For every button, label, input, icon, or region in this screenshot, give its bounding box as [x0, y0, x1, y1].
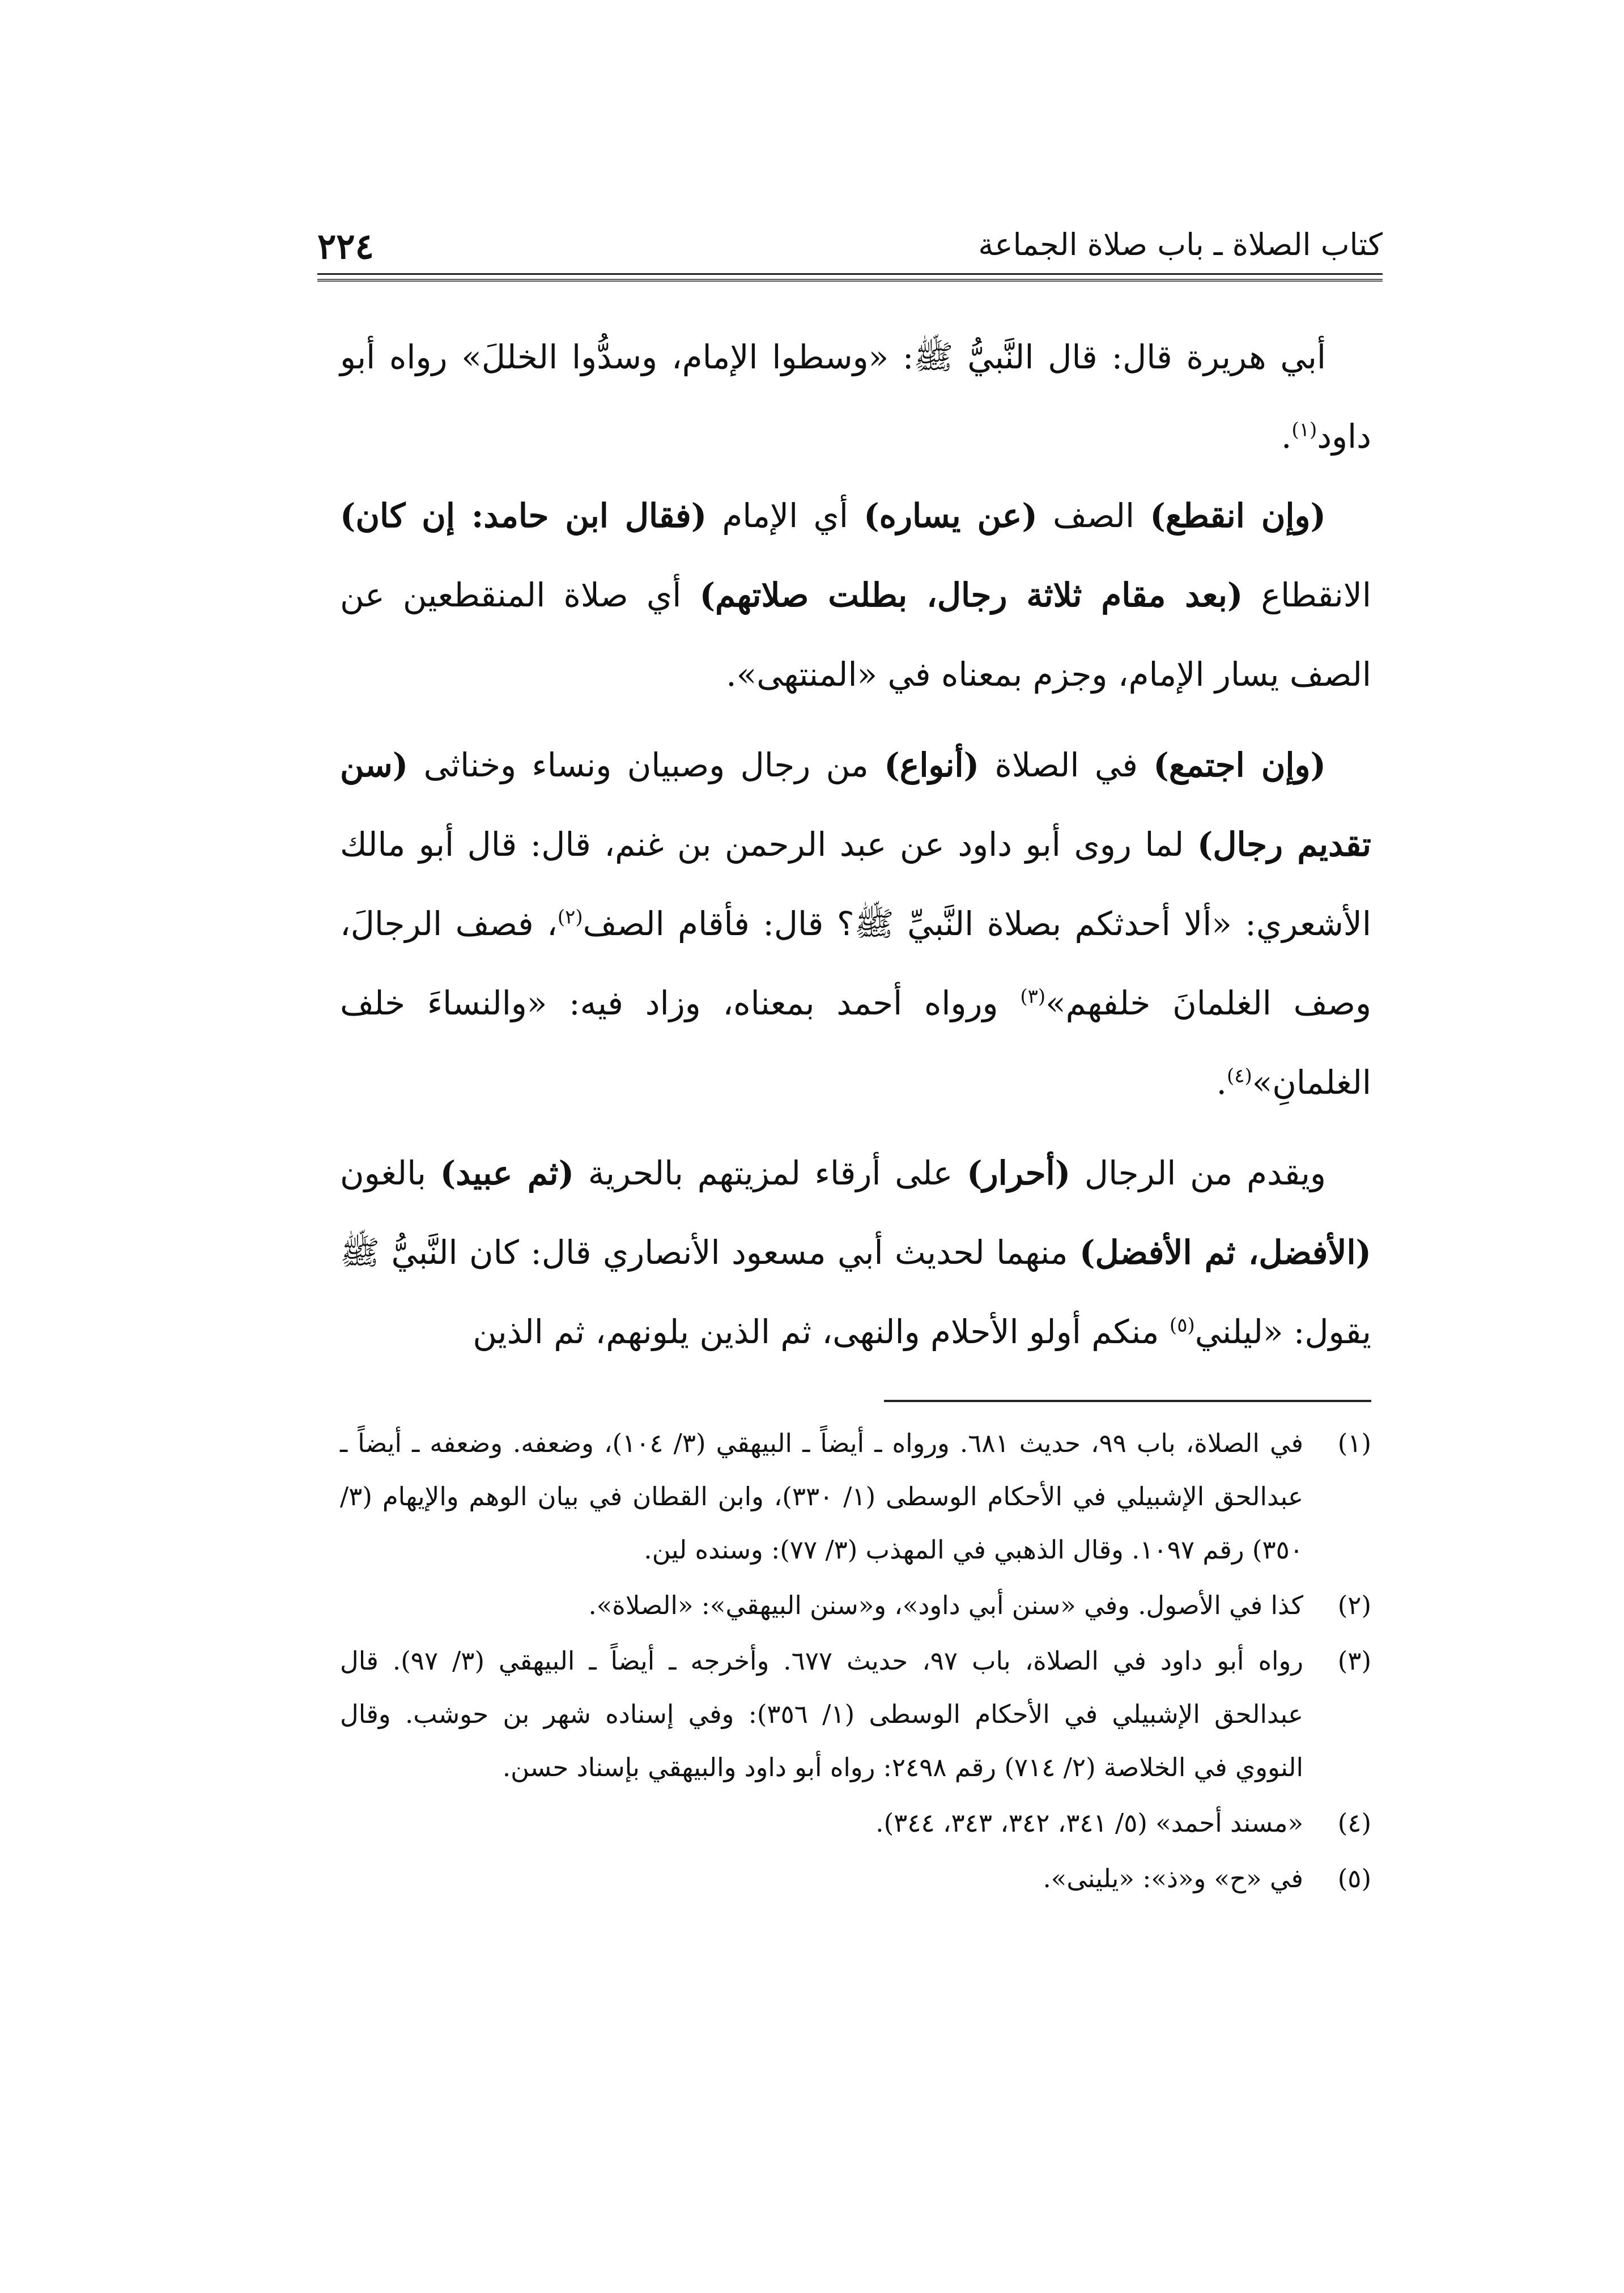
footnote-1: [340, 1417, 1371, 1577]
paragraph-1: [340, 317, 1371, 476]
page-number: ٢٢٤: [317, 226, 374, 267]
running-header: [317, 222, 1383, 279]
text-run: بالغون: [340, 1154, 440, 1192]
bold-text-run: (الأفضل، ثم الأفضل): [1079, 1233, 1371, 1272]
footnote-ref-4[interactable]: (٤): [1226, 1064, 1252, 1088]
text-run: في الصلاة: [979, 746, 1154, 784]
paragraph-2: [340, 476, 1371, 714]
footnote-number: (٣): [1337, 1646, 1371, 1676]
text-run: من رجال وصبيان ونساء وخناثى: [408, 746, 885, 784]
text-run: أي الإمام: [707, 496, 864, 535]
footnote-5: [340, 1852, 1371, 1905]
bold-text-run: (ثم عبيد): [440, 1154, 575, 1192]
bold-text-run: (أحرار): [967, 1154, 1071, 1192]
footnote-number: (٢): [1337, 1590, 1371, 1620]
paragraph-4: [340, 1133, 1371, 1371]
text-run: الانقطاع: [1243, 576, 1372, 614]
footnote-ref-5[interactable]: (٥): [1169, 1314, 1195, 1337]
footnote-ref-2[interactable]: (٢): [557, 906, 583, 929]
text-run: .: [1281, 417, 1292, 456]
text-run: ورواه أحمد بمعناه، وزاد فيه: «والنساءَ خلف الغلمانِ»: [340, 984, 1371, 1102]
bold-text-run: (عن يساره): [864, 496, 1038, 535]
footnote-text: في «ح» و«ذ»: «يلينى».: [1043, 1863, 1303, 1893]
footnote-2: [340, 1579, 1371, 1632]
footnote-ref-3[interactable]: (٣): [1020, 985, 1046, 1008]
footnote-text: في الصلاة، باب ٩٩، حديث ٦٨١. ورواه ـ أيضاً ـ البيهقي (٣/ ١٠٤)، وضعفه. وضعفه ـ أيضاً ـ عبدالحق الإشبيلي في الأحكام الوسطى (١/ ٣٣٠)، وابن القطان في بيان الوهم والإيهام (٣/ ٣٥٠) رقم ١٠٩٧. وقال الذهبي في المهذب (٣/ ٧٧): وسنده لين.: [340, 1428, 1303, 1565]
text-run: أبي هريرة قال: قال النَّبيُّ ﷺ: «وسطوا الإمام، وسدُّوا الخللَ» رواه أبو داود: [340, 338, 1371, 456]
footnote-number: (٥): [1337, 1863, 1371, 1893]
text-run: الصف: [1037, 496, 1150, 535]
footnote-number: (٤): [1337, 1808, 1371, 1838]
footnote-3: [340, 1634, 1371, 1794]
bold-text-run: (أنواع): [884, 746, 980, 784]
text-run: منهما لحديث أبي مسعود الأنصاري قال: كان النَّبيُّ ﷺ يقول: «ليلني: [340, 1233, 1371, 1351]
footnote-4: [340, 1797, 1371, 1850]
footnote-number: (١): [1337, 1428, 1371, 1458]
text-run: .: [1216, 1063, 1227, 1102]
footnote-ref-1[interactable]: (١): [1291, 418, 1317, 441]
paragraph-3: [340, 725, 1371, 1122]
text-run: على أرقاء لمزيتهم بالحرية: [574, 1154, 967, 1192]
footnote-separator: [884, 1400, 1371, 1402]
bold-text-run: (فقال ابن حامد: إن كان): [340, 496, 707, 535]
bold-text-run: (سن تقديم رجال): [340, 746, 1371, 864]
header-rule-double: [317, 279, 1383, 282]
bold-text-run: (وإن اجتمع): [1153, 746, 1326, 784]
bold-text-run: (وإن انقطع): [1150, 496, 1326, 535]
text-run: ، فصف الرجالَ، وصف الغلمانَ خلفهم»: [340, 905, 1371, 1022]
footnotes: [340, 1417, 1371, 1908]
footnote-text: «مسند أحمد» (٥/ ٣٤١، ٣٤٢، ٣٤٣، ٣٤٤).: [875, 1808, 1303, 1838]
bold-text-run: (بعد مقام ثلاثة رجال، بطلت صلاتهم): [699, 576, 1243, 614]
header-rule: [317, 273, 1383, 275]
text-run: منكم أولو الأحلام والنهى، ثم الذين يلونهم، ثم الذين: [473, 1313, 1170, 1351]
main-text: [340, 317, 1371, 1371]
footnote-text: رواه أبو داود في الصلاة، باب ٩٧، حديث ٦٧٧. وأخرجه ـ أيضاً ـ البيهقي (٣/ ٩٧). قال عبدالحق الإشبيلي في الأحكام الوسطى (١/ ٣٥٦): وفي إسناده شهر بن حوشب. وقال النووي في الخلاصة (٢/ ٧١٤) رقم ٢٤٩٨: رواه أبو داود والبيهقي بإسناد حسن.: [340, 1646, 1303, 1782]
running-title: كتاب الصلاة ـ باب صلاة الجماعة: [978, 227, 1383, 262]
text-run: أي صلاة المنقطعين عن الصف يسار الإمام، وجزم بمعناه في «المنتهى».: [340, 576, 1371, 694]
text-run: ويقدم من الرجال: [1070, 1154, 1326, 1192]
text-run: لما روى أبو داود عن عبد الرحمن بن غنم، قال: قال أبو مالك الأشعري: «ألا أحدثكم بصلاة النَّبيِّ ﷺ؟ قال: فأقام الصف: [340, 825, 1372, 943]
footnote-text: كذا في الأصول. وفي «سنن أبي داود»، و«سنن البيهقي»: «الصلاة».: [588, 1590, 1303, 1620]
